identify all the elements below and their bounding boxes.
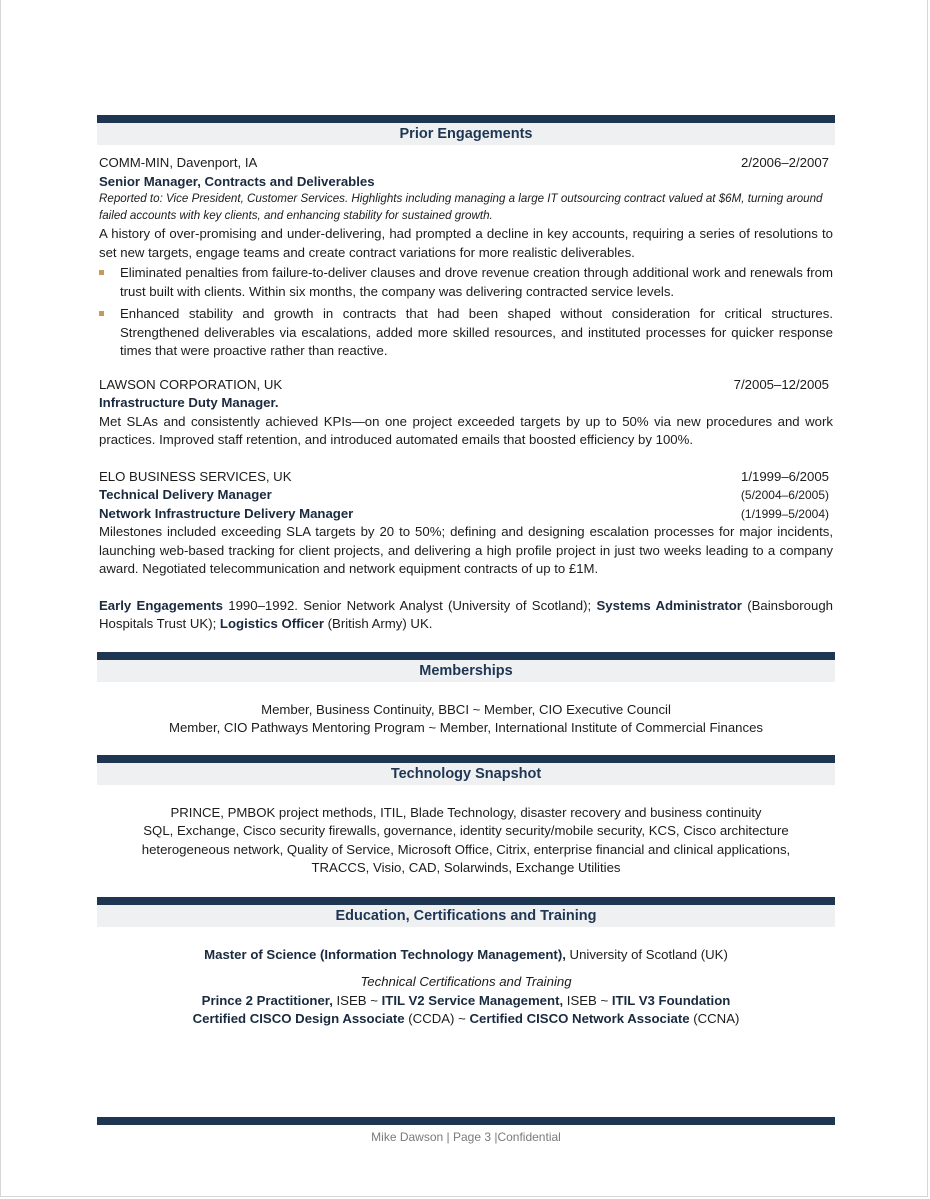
section-bar (97, 755, 835, 763)
cert-issuer: (CCDA) ~ (404, 1011, 470, 1026)
cert: Certified CISCO Design Associate (192, 1011, 405, 1026)
section-bar (97, 897, 835, 905)
company-name: COMM-MIN, Davenport, IA (99, 155, 258, 170)
list-item (97, 305, 835, 361)
early-text: (Bainsborough Hospitals Trust UK); (99, 597, 833, 631)
education-block (97, 946, 835, 1029)
resume-content (97, 115, 835, 1029)
page-footer: Mike Dawson | Page 3 |Confidential (371, 1130, 561, 1144)
section-title: Education, Certifications and Training (97, 905, 835, 927)
cert-issuer: ISEB ~ (563, 992, 612, 1008)
job-dates: 2/2006–2/2007 (740, 155, 829, 170)
section-title: Prior Engagements (97, 123, 835, 145)
cert: Prince 2 Practitioner, (201, 992, 333, 1008)
bullet-square-icon (99, 311, 104, 316)
tech-list (97, 804, 835, 878)
degree: Master of Science (Information Technology Management), (204, 946, 566, 962)
job-title-2: Network Infrastructure Delivery Manager (99, 505, 354, 521)
job-elo (97, 468, 835, 579)
section-header-memberships (97, 652, 835, 682)
tech-line: PRINCE, PMBOK project methods, ITIL, Blade Technology, disaster recovery and business continuity (170, 804, 762, 820)
cert-line (97, 992, 835, 1011)
job-note: Reported to: Vice President, Customer Services. Highlights including managing a large IT outsourcing contract valued at $6M, turning around failed accounts with key clients, and enhancing stability for sustained growth. (99, 192, 823, 222)
membership-line: Member, CIO Pathways Mentoring Program ~ Member, International Institute of Commercial Finances (168, 720, 764, 735)
section-title: Memberships (97, 660, 835, 682)
early-text: 1990–1992. Senior Network Analyst (University of Scotland); (223, 597, 597, 613)
job-summary: A history of over-promising and under-delivering, had prompted a decline in key accounts, requiring a series of resolutions to set new targets, engage teams and create contract variations for more realistic deliverables. (99, 226, 833, 260)
section-bar (97, 115, 835, 123)
section-title: Technology Snapshot (97, 763, 835, 785)
early-role: Systems Administrator (596, 597, 742, 613)
cert: ITIL V3 Foundation (611, 992, 731, 1008)
cert-heading: Technical Certifications and Training (360, 974, 572, 989)
bullet-text: Enhanced stability and growth in contracts that had been shaped without consideration for critical structures. Strengthened deliverables via escalations, added more skilled resources, and instituted processes for quicker response times that were proactive rather than reactive. (120, 306, 833, 358)
section-header-education (97, 897, 835, 927)
cert-line (97, 1010, 835, 1029)
cert-issuer: ISEB ~ (332, 992, 382, 1008)
early-label: Early Engagements (99, 597, 223, 613)
job-dates: 1/1999–6/2005 (740, 468, 829, 484)
job-title-2-dates: (1/1999–5/2004) (740, 506, 829, 521)
job-title: Senior Manager, Contracts and Deliverables (99, 173, 375, 189)
job-lawson (97, 376, 835, 450)
job-comm-min (97, 154, 835, 361)
cert-issuer: (CCNA) (689, 1011, 740, 1026)
section-bar (97, 652, 835, 660)
membership-line: Member, Business Continuity, BBCI ~ Member, CIO Executive Council (261, 701, 671, 717)
early-engagements (97, 597, 835, 634)
achievement-list (97, 264, 835, 361)
tech-line: TRACCS, Visio, CAD, Solarwinds, Exchange Utilities (311, 860, 621, 875)
company-name: ELO BUSINESS SERVICES, UK (99, 468, 292, 484)
memberships-list (97, 701, 835, 738)
early-text: (British Army) UK. (323, 616, 433, 631)
tech-line: SQL, Exchange, Cisco security firewalls, governance, identity security/mobile security, KCS, Cisco architecture (143, 823, 789, 838)
section-header-tech (97, 755, 835, 785)
job-title: Infrastructure Duty Manager. (99, 395, 279, 410)
job-summary: Met SLAs and consistently achieved KPIs—on one project exceeded targets by up to 50% via new procedures and work practices. Improved staff retention, and introduced automated emails that boosted efficiency by 100%. (99, 413, 833, 447)
bullet-square-icon (99, 270, 104, 275)
cert: Certified CISCO Network Associate (469, 1011, 690, 1026)
degree-line (97, 946, 835, 965)
section-header-prior (97, 115, 835, 145)
job-title-dates: (5/2004–6/2005) (740, 488, 829, 502)
early-role: Logistics Officer (219, 616, 324, 631)
job-dates: 7/2005–12/2005 (733, 376, 829, 392)
tech-line: heterogeneous network, Quality of Service, Microsoft Office, Citrix, enterprise financial and clinical applications, (141, 841, 791, 857)
school: University of Scotland (UK) (565, 946, 728, 962)
job-title: Technical Delivery Manager (99, 487, 272, 502)
list-item (97, 264, 835, 301)
bullet-text: Eliminated penalties from failure-to-deliver clauses and drove revenue creation through additional work and renewals from trust built with clients. Within six months, the company was delivering contracted service levels. (120, 265, 833, 299)
footer-bar (97, 1117, 835, 1125)
cert: ITIL V2 Service Management, (381, 992, 564, 1008)
job-summary: Milestones included exceeding SLA targets by 20 to 50%; defining and designing escalation processes for major incidents, launching web-based tracking for client projects, and delivering a high profile project in just two weeks leading to a company award. Negotiated telecommunication and network equipment contracts of up to £1M. (99, 524, 833, 576)
company-name: LAWSON CORPORATION, UK (99, 376, 283, 392)
